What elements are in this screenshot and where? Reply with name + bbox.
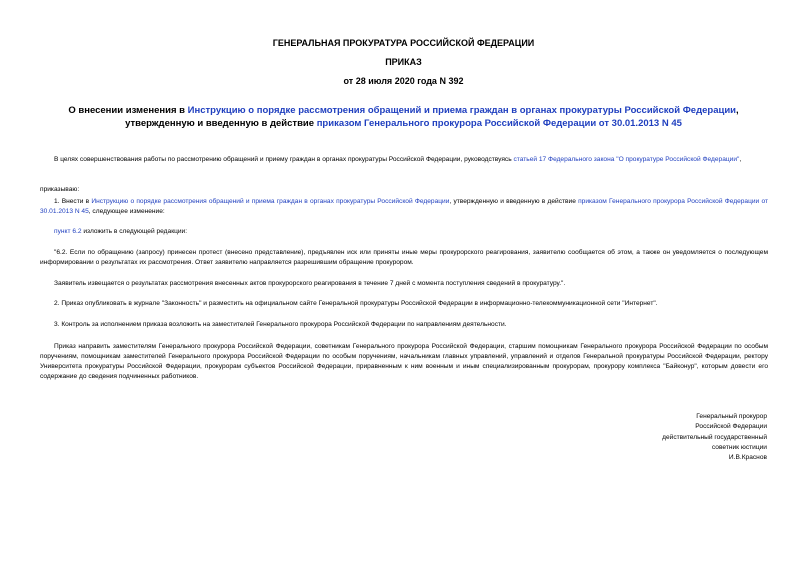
point-6-2-text: изложить в следующей редакции: [81,228,188,235]
item-1-order-45-link[interactable]: приказом Генерального прокурора Российской Федерации от 30.01.2013 N 45 [40,198,768,215]
item-3-paragraph: 3. Контроль за исполнением приказа возложить на заместителей Генерального прокурора Российской Федерации по направлениям деятельности. [54,321,507,328]
intro-text-end: , [739,156,742,163]
article-17-link[interactable]: статьей 17 Федерального закона "О прокуратуре Российской Федерации" [513,156,740,163]
distribution-paragraph: Приказ направить заместителям Генерального прокурора Российской Федерации, советникам Генерального прокурора Российской Федерации, старшим помощникам Генерального прокурора Российской Федерации по особым поручениям, помощникам заместителей Генерального прокурора Российской Федерации по особым поручениям, начальникам главных управлений, управлений и отделов Генеральной прокуратуры Российской Федерации, ректору Университета прокуратуры Российской Федерации, прокурорам субъектов Российской Федерации, приравненным к ним военным и иным специализированным прокурорам, прокурору комплекса "Байконур", которым довести его содержание до сведения подчиненных работников. [40,343,768,380]
signatory-name: И.В.Краснов [728,454,767,462]
quote-paragraph-1: "6.2. Если по обращению (запросу) принесен протест (внесено представление), предъявлен иск или приняты иные меры прокурорского реагирования, заявителю сообщается об этом, а также он уведомляется о последующем информировании о результатах их рассмотрения. Ответ заявителю направляется разрешившим обращение прокурором. [40,249,768,266]
item-1-text: 1. Внести в [54,198,92,205]
subject-text-start: О внесении изменения в [68,105,188,116]
quote-paragraph-2: Заявитель извещается о результатах рассмотрения внесенных актов прокурорского реагирования в течение 7 дней с момента поступления сведений в прокуратуру.". [54,280,566,287]
document-subject [40,104,767,130]
document-date-number: от 28 июля 2020 года N 392 [343,76,464,86]
subject-text-middle: , утвержденную и введенную в действие [125,105,739,129]
instruction-link[interactable]: Инструкцию о порядке рассмотрения обращений и приема граждан в органах прокуратуры Российской Федерации [187,105,737,116]
document-type: ПРИКАЗ [385,57,422,67]
intro-text: В целях совершенствования работы по рассмотрению обращений и приему граждан в органах прокуратуры Российской Федерации, руководствуясь [54,156,514,163]
point-6-2-paragraph [40,227,768,237]
item-1-text-end: , следующее изменение: [88,208,165,215]
item-1-instruction-link[interactable]: Инструкцию о порядке рассмотрения обращений и приема граждан в органах прокуратуры Российской Федерации [91,198,450,205]
item-1-text-middle: , утвержденную и введенную в действие [449,198,579,205]
signature-title-2: Российской Федерации [695,423,767,431]
intro-paragraph [40,155,768,165]
signature-title-1: Генеральный прокурор [696,413,767,420]
item-2-paragraph: 2. Приказ опубликовать в журнале "Законность" и разместить на официальном сайте Генеральной прокуратуры Российской Федерации в информационно-телекоммуникационной сети "Интернет". [54,300,658,307]
point-6-2-link[interactable]: пункт 6.2 [54,228,82,235]
organization-title: ГЕНЕРАЛЬНАЯ ПРОКУРАТУРА РОССИЙСКОЙ ФЕДЕРАЦИИ [272,38,535,48]
order-45-link[interactable]: приказом Генерального прокурора Российской Федерации от 30.01.2013 N 45 [316,118,682,129]
signature-title-3: действительный государственный [662,433,767,441]
item-1-paragraph [40,197,768,217]
order-word: приказываю: [40,186,80,193]
signature-title-4: советник юстиции [711,443,767,451]
signature-block [567,412,767,463]
